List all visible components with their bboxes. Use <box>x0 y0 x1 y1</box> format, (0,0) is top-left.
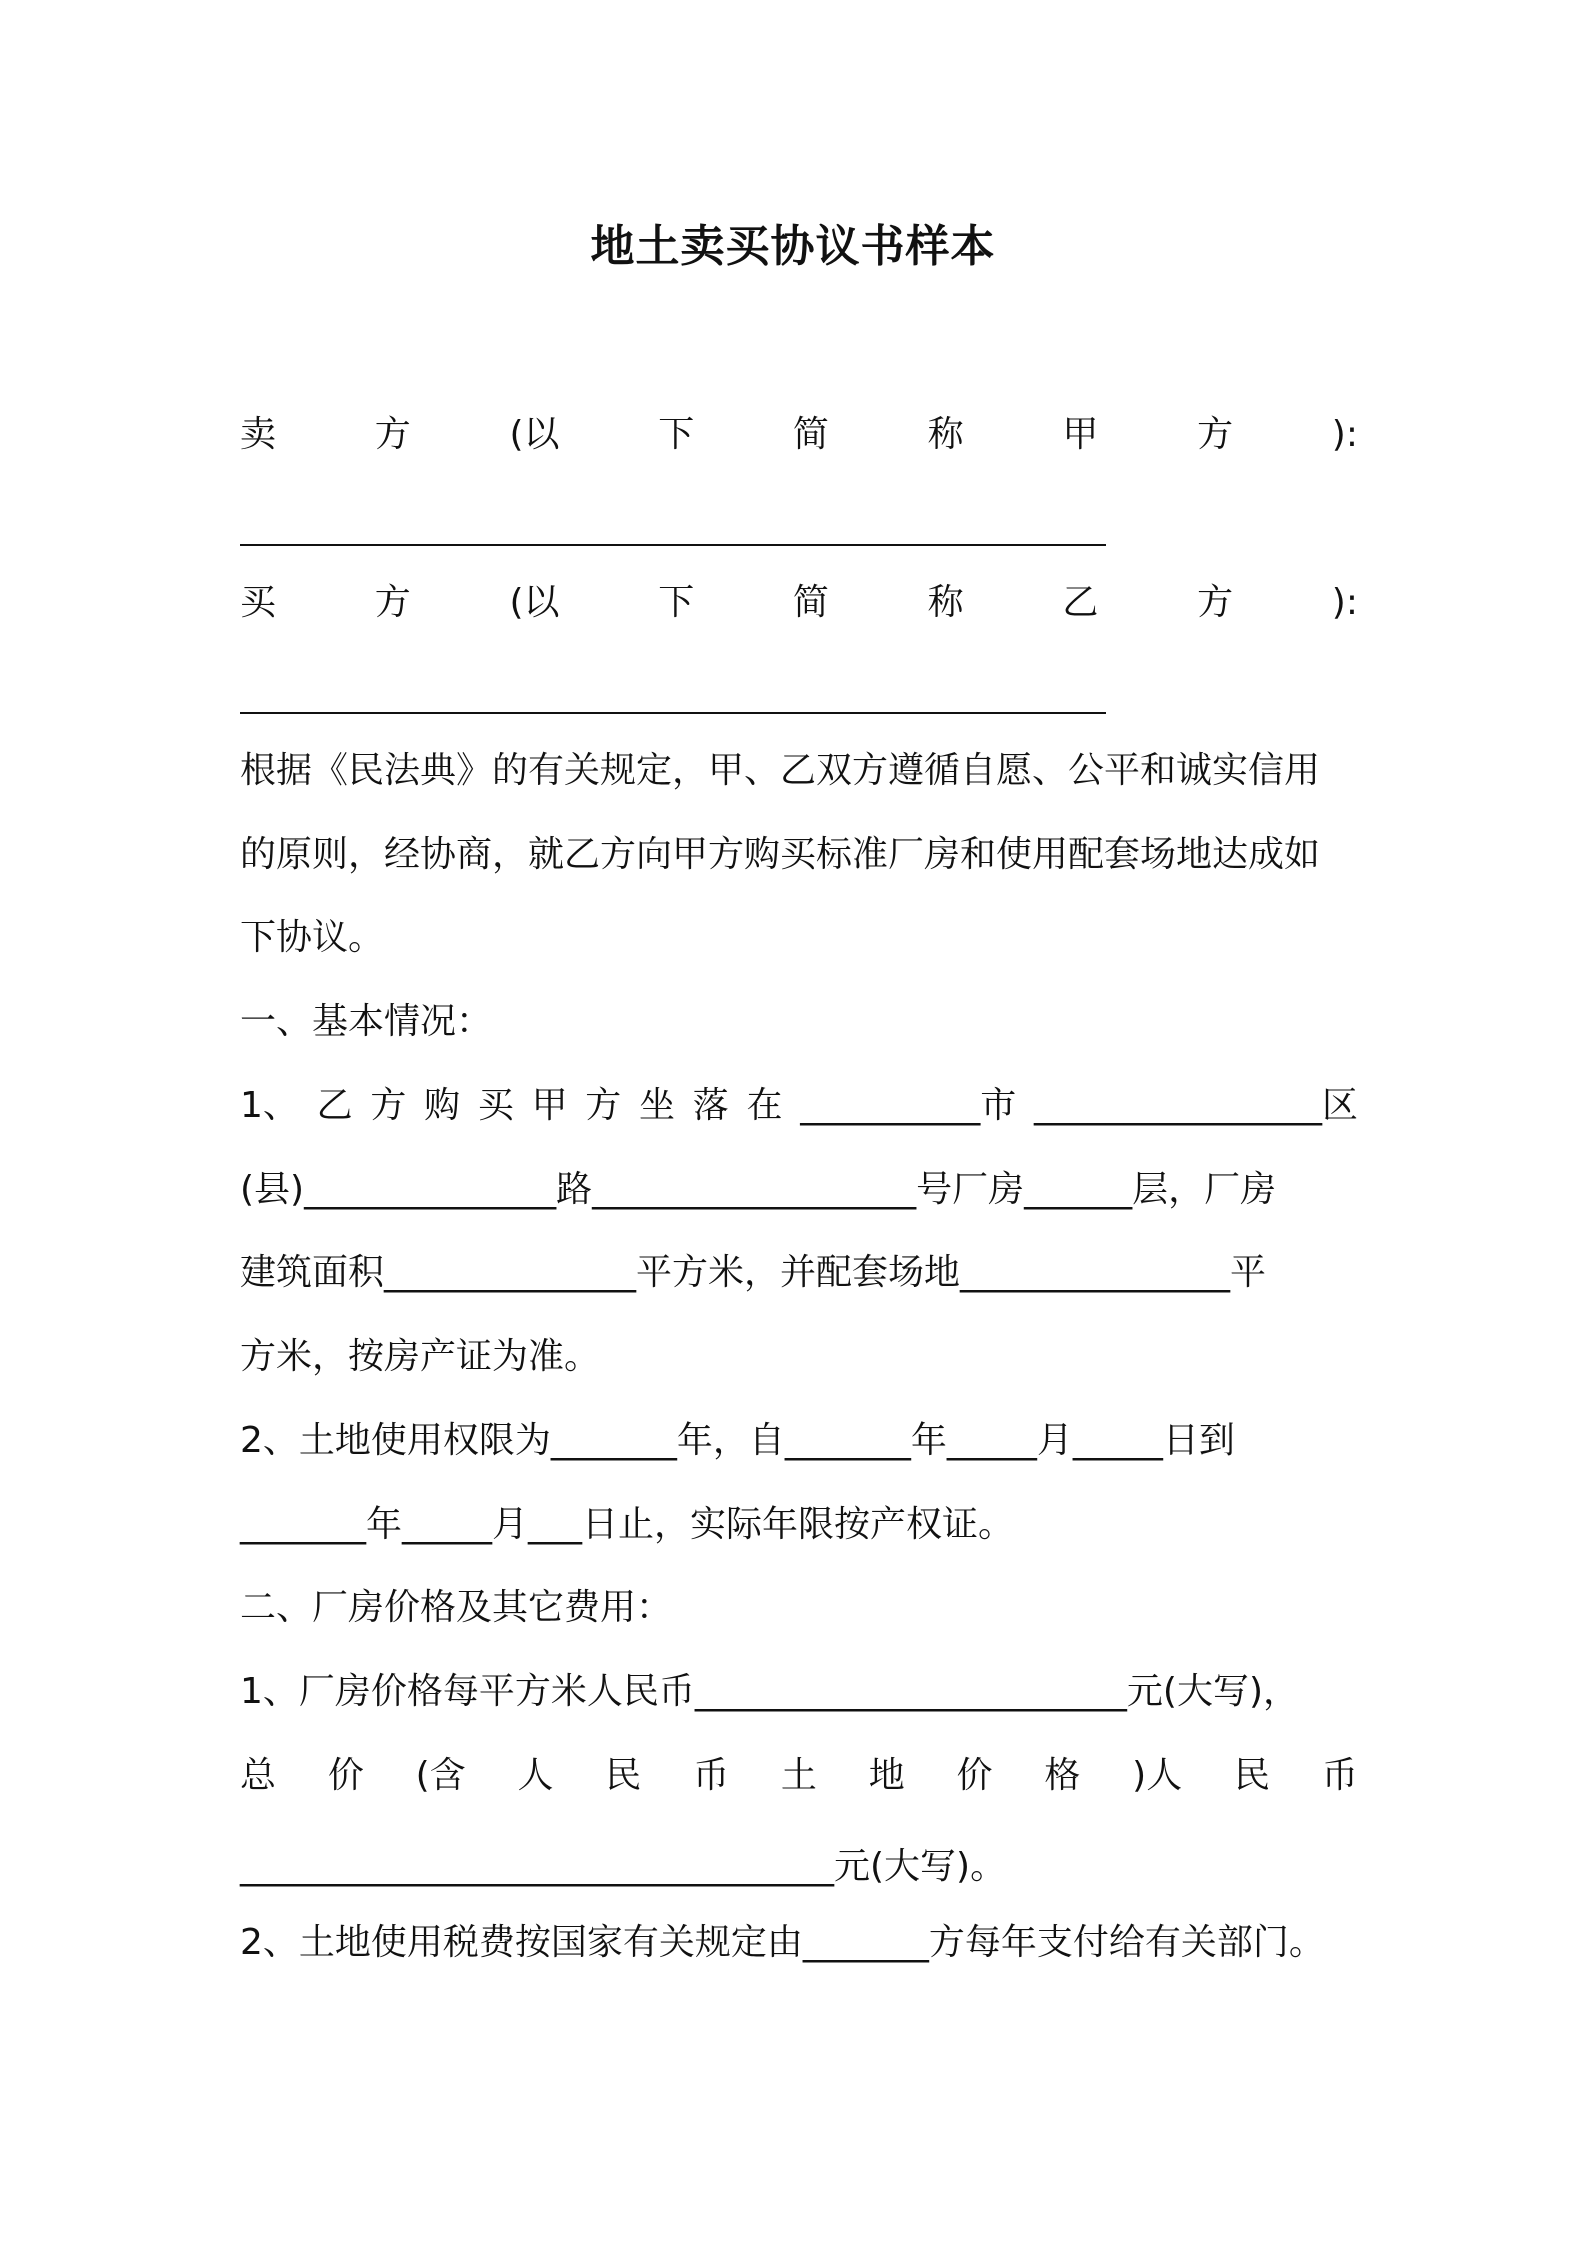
total-price-word: 币 <box>693 1755 730 1796</box>
total-price-word: 价 <box>327 1755 364 1796</box>
item2-line: _______年_____月___日止，实际年限按产权证。 <box>240 1504 1015 1545</box>
tax-line: 2、土地使用税费按国家有关规定由_______方每年支付给有关部门。 <box>240 1922 1325 1963</box>
item1-word: 甲 <box>531 1085 568 1126</box>
item1-word: ________________区 <box>1033 1085 1358 1126</box>
total-price-word: )人 <box>1132 1755 1183 1796</box>
item1-word: __________市 <box>800 1085 1017 1126</box>
total-price-word: 土 <box>780 1755 817 1796</box>
item1-word: 买 <box>477 1085 514 1126</box>
buyer-word: 称 <box>927 582 964 623</box>
total-price-word: 总 <box>240 1755 277 1796</box>
total-price-word: 币 <box>1321 1755 1358 1796</box>
buyer-word: 买 <box>240 582 277 623</box>
total-price-word: (含 <box>415 1755 466 1796</box>
item1-word: 落 <box>692 1085 729 1126</box>
document-title: 地土卖买协议书样本 <box>590 221 996 272</box>
total-price-word: 价 <box>956 1755 993 1796</box>
price-line: 1、厂房价格每平方米人民币________________________元(大写)， <box>240 1671 1299 1712</box>
seller-word: 方 <box>1197 414 1234 455</box>
seller-line <box>240 410 1358 460</box>
item1-word: 方 <box>370 1085 407 1126</box>
intro-line: 下协议。 <box>240 917 385 958</box>
section-heading: 一、基本情况： <box>240 1001 493 1042</box>
item1-word: 1、 <box>240 1085 299 1126</box>
total-price-word: 民 <box>1234 1755 1271 1796</box>
item1-line: (县)______________路__________________号厂房______层，厂房 <box>240 1169 1277 1210</box>
seller-word: 下 <box>658 414 695 455</box>
seller-word: 称 <box>927 414 964 455</box>
buyer-word: 下 <box>658 582 695 623</box>
buyer-word: 方 <box>374 582 411 623</box>
item1-line: 建筑面积______________平方米，并配套场地_______________平 <box>240 1252 1267 1293</box>
buyer-blank-line <box>240 712 1106 714</box>
section-heading: 二、厂房价格及其它费用： <box>240 1587 673 1628</box>
seller-word: 简 <box>792 414 829 455</box>
seller-blank-line <box>240 544 1106 546</box>
buyer-word: ): <box>1331 582 1358 623</box>
item1-word: 在 <box>746 1085 783 1126</box>
item1-line: 方米，按房产证为准。 <box>240 1336 601 1377</box>
seller-word: ): <box>1331 414 1358 455</box>
buyer-word: 方 <box>1197 582 1234 623</box>
item1-word: 方 <box>585 1085 622 1126</box>
seller-word: 卖 <box>240 414 277 455</box>
buyer-line <box>240 578 1358 628</box>
seller-word: 甲 <box>1062 414 1099 455</box>
item1-word: 乙 <box>316 1085 353 1126</box>
buyer-word: 乙 <box>1062 582 1099 623</box>
intro-line: 的原则，经协商，就乙方向甲方购买标准厂房和使用配套场地达成如 <box>240 834 1321 875</box>
seller-word: 方 <box>374 414 411 455</box>
total-price-word: 格 <box>1044 1755 1081 1796</box>
item1-line <box>240 1081 1358 1131</box>
buyer-word: (以 <box>509 582 560 623</box>
item1-word: 购 <box>424 1085 461 1126</box>
total-price-word: 地 <box>868 1755 905 1796</box>
total-price-line <box>240 1751 1358 1801</box>
item1-word: 坐 <box>639 1085 676 1126</box>
buyer-word: 简 <box>792 582 829 623</box>
intro-line: 根据《民法典》的有关规定，甲、乙双方遵循自愿、公平和诚实信用 <box>240 750 1321 791</box>
item2-line: 2、土地使用权限为_______年，自_______年_____月_____日到 <box>240 1420 1235 1461</box>
total-price-word: 人 <box>517 1755 554 1796</box>
price-line: _________________________________元(大写)。 <box>240 1846 1007 1887</box>
total-price-word: 民 <box>605 1755 642 1796</box>
seller-word: (以 <box>509 414 560 455</box>
